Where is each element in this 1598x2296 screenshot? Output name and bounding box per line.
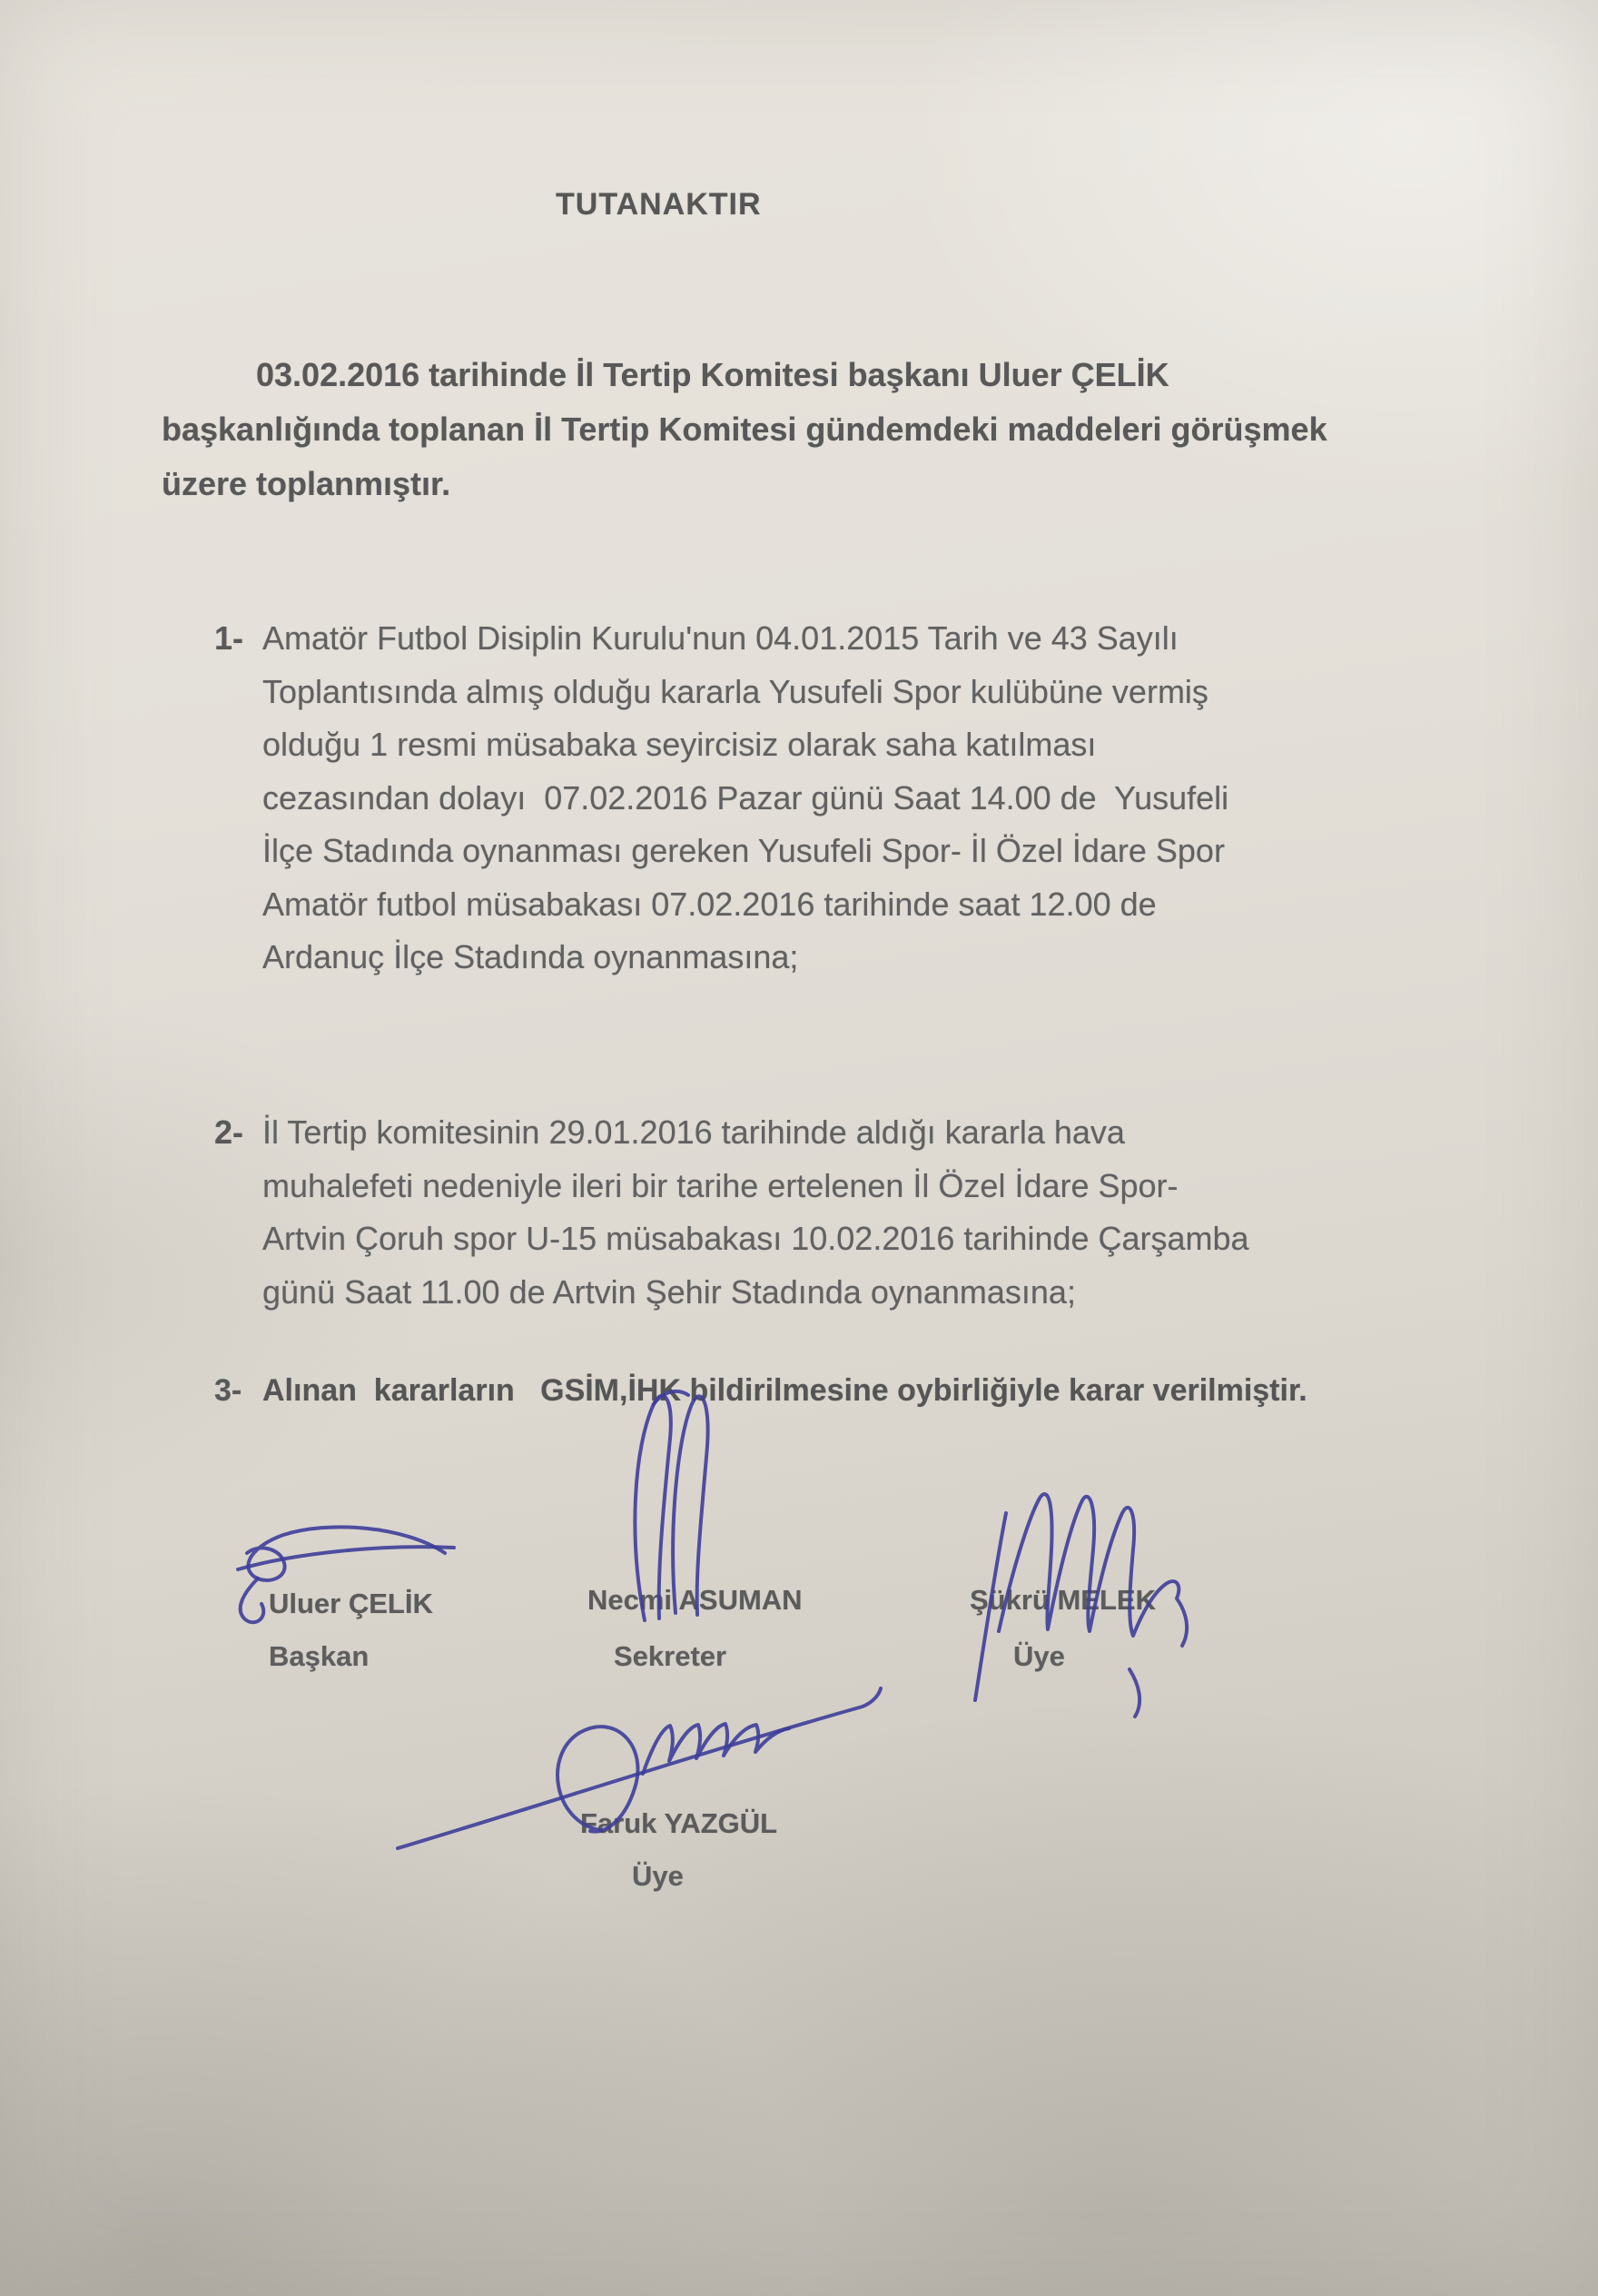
intro-line: üzere toplanmıştır.: [162, 465, 451, 502]
signatory-role-uye-2: Üye: [632, 1860, 684, 1892]
intro-paragraph: [162, 348, 1433, 511]
signatory-role-uye-1: Üye: [1013, 1640, 1065, 1672]
item-number: 2-: [214, 1113, 244, 1151]
item-number: 3-: [214, 1373, 242, 1408]
decision-item-1: [214, 612, 1228, 985]
decision-item-2: [214, 1106, 1249, 1319]
intro-line: başkanlığında toplanan İl Tertip Komitesi gündemdeki maddeleri görüşmek: [162, 411, 1327, 448]
signatory-name-sekreter: Necmi ASUMAN: [587, 1584, 803, 1616]
signature-necmi-asuman: [610, 1384, 760, 1629]
signatory-name-uye-1: Şükrü MELEK: [970, 1584, 1156, 1616]
intro-line: 03.02.2016 tarihinde İl Tertip Komitesi başkanı Uluer ÇELİK: [256, 356, 1169, 393]
signatory-name-uye-2: Faruk YAZGÜL: [580, 1807, 778, 1839]
signature-sukru-melek: [952, 1486, 1201, 1731]
item-number: 1-: [214, 619, 244, 657]
signatory-role-baskan: Başkan: [269, 1640, 370, 1672]
signatory-name-baskan: Uluer ÇELİK: [269, 1588, 433, 1619]
signature-faruk-yazgul: [389, 1683, 893, 1865]
decision-item-3: [214, 1368, 1307, 1413]
signature-uluer-celik: [227, 1509, 468, 1632]
item-text: Amatör Futbol Disiplin Kurulu'nun 04.01.2015 Tarih ve 43 Sayılı Toplantısında almış olduğu kararla Yusufeli Spor kulübüne vermiş olduğu 1 resmi müsabaka seyircisiz olarak saha katılması cezasından dolayı 07.02.2016 Pazar günü Saat 14.00 de Yusufeli İlçe Stadında oynanması gereken Yusufeli Spor- İl Özel İdare Spor Amatör futbol müsabakası 07.02.2016 tarihinde saat 12.00 de Ardanuç İlçe Stadında oynanmasına;: [262, 619, 1229, 975]
item-text: Alınan kararların GSİM,İHK bildirilmesine oybirliğiyle karar verilmiştir.: [262, 1373, 1307, 1408]
page-title: TUTANAKTIR: [556, 187, 762, 222]
item-text: İl Tertip komitesinin 29.01.2016 tarihinde aldığı kararla hava muhalefeti nedeniyle ileri bir tarihe ertelenen İl Özel İdare Spor- Artvin Çoruh spor U-15 müsabakası 10.02.2016 tarihinde Çarşamba günü Saat 11.00 de Artvin Şehir Stadında oynanmasına;: [262, 1113, 1249, 1311]
signatory-role-sekreter: Sekreter: [614, 1640, 727, 1672]
